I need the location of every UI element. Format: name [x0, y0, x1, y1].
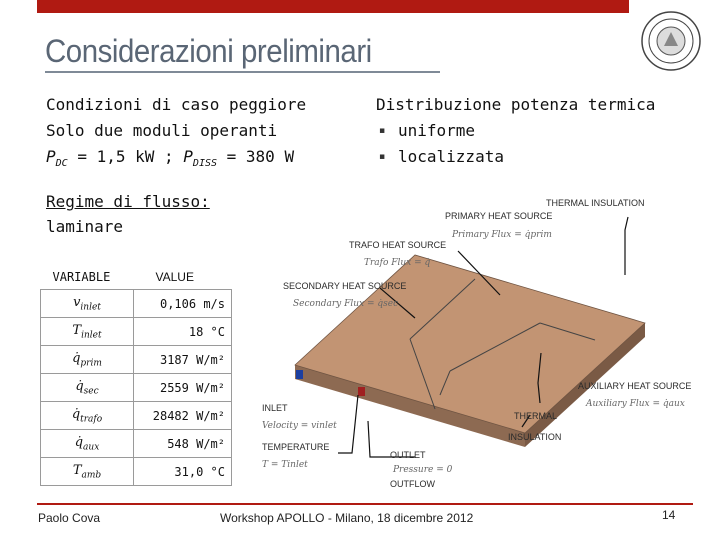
flow-regime-value: laminare: [46, 217, 124, 236]
outflow-label: OUTFLOW: [390, 479, 435, 489]
insulation-label: INSULATION: [508, 432, 562, 442]
trafo-heat-source-label: TRAFO HEAT SOURCE: [349, 240, 447, 250]
footer-author: Paolo Cova: [38, 511, 101, 525]
power-line: $P_{DC} = 1,5$ kW ; $P_{DISS} = 380$ W: [46, 147, 295, 170]
university-seal-logo: [640, 10, 702, 72]
trafo-flux-formula: Trafo Flux = q̇: [364, 258, 431, 268]
leader-line: [625, 217, 628, 275]
table-row: [41, 318, 232, 346]
table-row: [41, 290, 232, 318]
symbol-cell: $v_{inlet}$: [41, 290, 134, 318]
secondary-heat-source-label: SECONDARY HEAT SOURCE: [283, 281, 407, 291]
bullet-item-uniform: uniforme: [398, 121, 476, 140]
power-distribution-heading: Distribuzione potenza termica: [376, 95, 656, 114]
page-title: Considerazioni preliminari: [45, 33, 372, 69]
temperature-formula: T = Tinlet: [262, 460, 308, 470]
primary-heat-source-label: PRIMARY HEAT SOURCE: [445, 211, 553, 221]
temperature-label: TEMPERATURE: [262, 442, 330, 452]
bullet-icon: ▪: [379, 126, 386, 136]
column-header-variable: VARIABLE: [52, 270, 111, 284]
bullet-icon: ▪: [379, 152, 386, 162]
bullet-item-localized: localizzata: [398, 147, 504, 166]
primary-flux-formula: Primary Flux = q̇prim: [452, 230, 552, 240]
outlet-pressure-formula: Pressure = 0: [393, 465, 453, 475]
symbol-cell: $T_{inlet}$: [41, 318, 134, 346]
symbol-cell: $q̇_{aux}$: [41, 430, 134, 458]
table-row: [41, 374, 232, 402]
table-row: [41, 458, 232, 486]
thermal-insulation-top-label: THERMAL INSULATION: [546, 198, 645, 208]
footer-divider: [37, 503, 693, 505]
variables-table: [40, 265, 232, 486]
condition-line-1: Condizioni di caso peggiore: [46, 95, 307, 114]
top-accent-bar: [37, 0, 629, 13]
condition-line-2: Solo due moduli operanti: [46, 121, 278, 140]
value-cell: 28482 W/m²: [134, 402, 232, 430]
outlet-port: [358, 387, 365, 396]
symbol-cell: $T_{amb}$: [41, 458, 134, 486]
thermal-label: THERMAL: [514, 411, 558, 421]
footer-event: Workshop APOLLO - Milano, 18 dicembre 2012: [220, 511, 474, 525]
column-header-value: VALUE: [155, 270, 194, 284]
flow-regime-label: Regime di flusso:: [46, 192, 210, 211]
table-row: [41, 402, 232, 430]
symbol-cell: $q̇_{trafo}$: [41, 402, 134, 430]
inlet-velocity-formula: Velocity = vinlet: [262, 421, 337, 431]
title-underline: [45, 71, 440, 73]
value-cell: 548 W/m²: [134, 430, 232, 458]
inlet-port: [296, 370, 303, 379]
auxiliary-flux-formula: Auxiliary Flux = q̇aux: [586, 399, 685, 409]
secondary-flux-formula: Secondary Flux = q̇sec: [293, 299, 399, 309]
leader-line: [338, 395, 358, 453]
value-cell: 31,0 °C: [134, 458, 232, 486]
table-row: [41, 346, 232, 374]
table-row: [41, 430, 232, 458]
symbol-cell: $q̇_{prim}$: [41, 346, 134, 374]
value-cell: 2559 W/m²: [134, 374, 232, 402]
symbol-cell: $q̇_{sec}$: [41, 374, 134, 402]
value-cell: 18 °C: [134, 318, 232, 346]
table-header-row: [41, 265, 232, 290]
auxiliary-heat-source-label: AUXILIARY HEAT SOURCE: [578, 381, 692, 391]
outlet-label: OUTLET: [390, 450, 426, 460]
value-cell: 0,106 m/s: [134, 290, 232, 318]
value-cell: 3187 W/m²: [134, 346, 232, 374]
page-number: 14: [662, 508, 676, 522]
inlet-label: INLET: [262, 403, 288, 413]
